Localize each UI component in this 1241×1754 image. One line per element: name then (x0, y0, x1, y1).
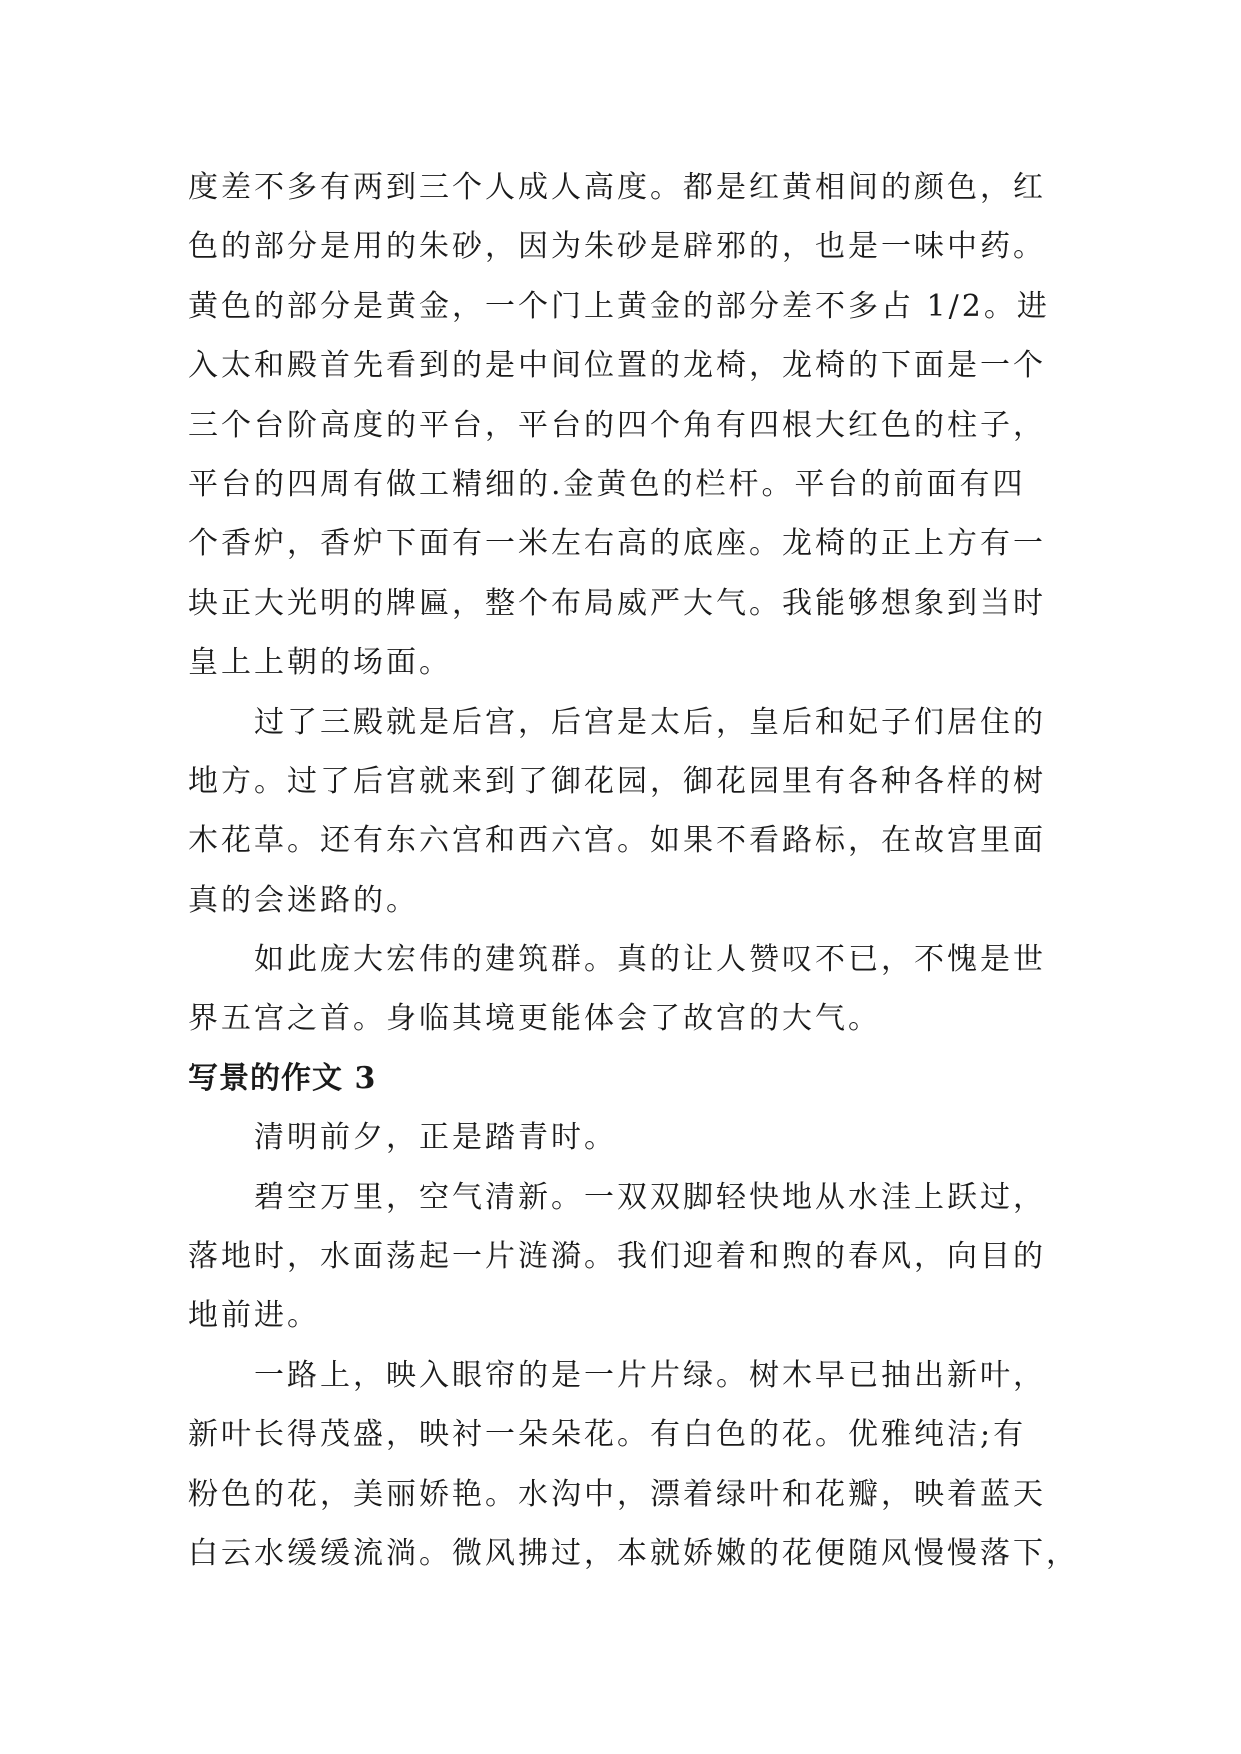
text-line: 个香炉，香炉下面有一米左右高的底座。龙椅的正上方有一 (188, 526, 1046, 562)
text-line: 真的会迷路的。 (188, 882, 419, 918)
text-line: 皇上上朝的场面。 (188, 645, 452, 681)
document-body (188, 158, 1079, 1583)
text-line: 碧空万里，空气清新。一双双脚轻快地从水洼上跃过， (254, 1179, 1046, 1215)
paragraph-qingming-intro (188, 1108, 1068, 1167)
text-line: 界五宫之首。身临其境更能体会了故宫的大气。 (188, 1001, 881, 1037)
text-line: 木花草。还有东六宫和西六宫。如果不看路标，在故宫里面 (188, 823, 1046, 859)
text-line: 白云水缓缓流淌。微风拂过，本就娇嫩的花便随风慢慢落下， (188, 1536, 1079, 1571)
text-line: 清明前夕，正是踏青时。 (254, 1120, 617, 1156)
text-line: 地方。过了后宫就来到了御花园，御花园里有各种各样的树 (188, 763, 1046, 799)
text-line: 一路上，映入眼帘的是一片片绿。树木早已抽出新叶， (254, 1357, 1046, 1393)
text-line: 粉色的花，美丽娇艳。水沟中，漂着绿叶和花瓣，映着蓝天 (188, 1476, 1046, 1512)
paragraph-sky (188, 1168, 1068, 1346)
paragraph-along-the-way (188, 1346, 1079, 1584)
text-line: 新叶长得茂盛，映衬一朵朵花。有白色的花。优雅纯洁;有 (188, 1417, 1027, 1453)
text-line: 如此庞大宏伟的建筑群。真的让人赞叹不已，不愧是世 (254, 942, 1046, 978)
text-line: 黄色的部分是黄金，一个门上黄金的部分差不多占 1/2。进 (188, 288, 1050, 324)
text-line: 三个台阶高度的平台，平台的四个角有四根大红色的柱子， (188, 407, 1046, 443)
text-line: 地前进。 (188, 1298, 320, 1334)
text-line: 色的部分是用的朱砂，因为朱砂是辟邪的，也是一味中药。 (188, 229, 1046, 265)
paragraph-palace-description (188, 158, 1068, 693)
paragraph-conclusion (188, 930, 1068, 1049)
text-line: 度差不多有两到三个人成人高度。都是红黄相间的颜色，红 (188, 170, 1046, 205)
text-line: 入太和殿首先看到的是中间位置的龙椅，龙椅的下面是一个 (188, 348, 1046, 384)
paragraph-back-palace (188, 693, 1068, 931)
text-line: 块正大光明的牌匾，整个布局威严大气。我能够想象到当时 (188, 585, 1046, 621)
text-line: 平台的四周有做工精细的.金黄色的栏杆。平台的前面有四 (188, 466, 1026, 502)
section-heading: 写景的作文 3 (188, 1060, 377, 1096)
text-line: 落地时，水面荡起一片涟漪。我们迎着和煦的春风，向目的 (188, 1239, 1046, 1275)
text-line: 过了三殿就是后宫，后宫是太后，皇后和妃子们居住的 (254, 704, 1046, 740)
